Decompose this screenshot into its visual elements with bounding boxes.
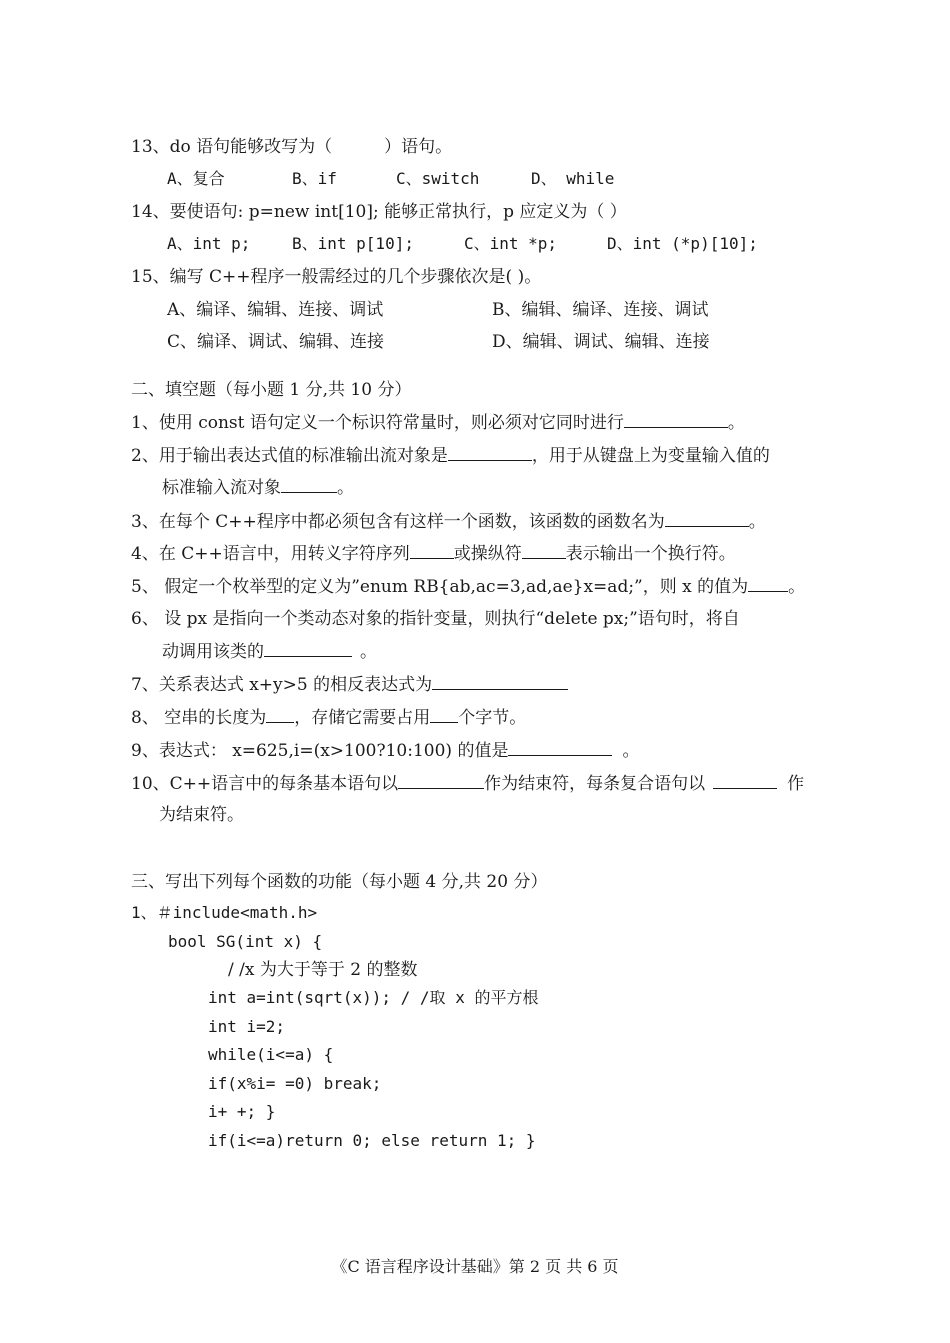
fill-1: 1、使用 const 语句定义一个标识符常量时，则必须对它同时进行 。: [131, 413, 745, 433]
code-line: while(i<=a) {: [208, 1045, 334, 1064]
q14-option-d: D、int (*p)[10];: [607, 234, 758, 253]
answer-blank: [448, 444, 532, 461]
code-line: bool SG(int x) {: [168, 932, 323, 951]
q13-stem: 13、do 语句能够改写为（ ）语句。: [131, 137, 453, 157]
answer-blank: [410, 542, 454, 559]
q15-stem: 15、编写 C++程序一般需经过的几个步骤依次是( )。: [131, 267, 542, 287]
code-line: int i=2;: [208, 1017, 286, 1036]
answer-blank: [266, 706, 294, 723]
answer-blank: [748, 575, 788, 592]
code-line: int a=int(sqrt(x)); / /取 x 的平方根: [208, 988, 539, 1007]
q14-option-a: A、int p;: [167, 234, 251, 253]
q13-option-b: B、if: [292, 169, 337, 188]
q14-stem: 14、要使语句: p=new int[10]; 能够正常执行，p 应定义为（ ）: [131, 202, 627, 222]
fill-9: 9、表达式： x=625,i=(x>100?10:100) 的值是 。: [131, 741, 640, 761]
answer-blank: [430, 706, 458, 723]
answer-blank: [281, 476, 337, 493]
code-line: if(i<=a)return 0; else return 1; }: [208, 1131, 536, 1150]
code-line: 1、＃include<math.h>: [131, 903, 318, 922]
fill-7: 7、关系表达式 x+y>5 的相反表达式为: [131, 673, 568, 696]
answer-blank: [624, 411, 728, 428]
fill-3: 3、在每个 C++程序中都必须包含有这样一个函数，该函数的函数名为 。: [131, 512, 766, 532]
answer-blank: [398, 772, 484, 789]
q15-option-b: B、编辑、编译、连接、调试: [492, 300, 709, 320]
q15-option-c: C、编译、调试、编辑、连接: [167, 332, 385, 352]
answer-blank: [508, 739, 612, 756]
q13-option-d: D、 while: [531, 169, 615, 188]
answer-blank: [264, 640, 352, 657]
q14-option-b: B、int p[10];: [292, 234, 414, 253]
code-line: i+ +; }: [208, 1102, 276, 1121]
fill-2-cont: 标准输入流对象 。: [162, 478, 354, 498]
q15-option-a: A、编译、编辑、连接、调试: [167, 300, 384, 320]
page-footer: 《C 语言程序设计基础》第 2 页 共 6 页: [331, 1257, 619, 1276]
q15-option-d: D、编辑、调试、编辑、连接: [492, 332, 710, 352]
code-comment: / /x 为大于等于 2 的整数: [228, 960, 418, 980]
fill-10: 10、C++语言中的每条基本语句以 作为结束符，每条复合语句以 作: [131, 774, 805, 794]
answer-blank: [665, 510, 749, 527]
answer-blank: [713, 772, 777, 789]
code-line: if(x%i= =0) break;: [208, 1074, 382, 1093]
section2-heading: 二、填空题（每小题 1 分,共 10 分）: [131, 380, 412, 400]
fill-5: 5、 假定一个枚举型的定义为”enum RB{ab,ac=3,ad,ae}x=ad;”，则 x 的值为 。: [131, 577, 806, 597]
section3-heading: 三、写出下列每个函数的功能（每小题 4 分,共 20 分）: [131, 872, 548, 892]
q13-option-a: A、复合: [167, 169, 225, 188]
q13-option-c: C、switch: [396, 169, 480, 188]
answer-blank: [522, 542, 566, 559]
fill-4: 4、在 C++语言中，用转义字符序列 或操纵符 表示输出一个换行符。: [131, 544, 736, 564]
fill-10-cont: 为结束符。: [159, 805, 244, 825]
fill-2: 2、用于输出表达式值的标准输出流对象是 ，用于从键盘上为变量输入值的: [131, 446, 770, 466]
answer-blank: [432, 673, 568, 690]
fill-6: 6、 设 px 是指向一个类动态对象的指针变量，则执行“delete px;”语句时，将自: [131, 609, 740, 629]
fill-6-cont: 动调用该类的 。: [162, 642, 377, 662]
q14-option-c: C、int *p;: [464, 234, 558, 253]
fill-8: 8、 空串的长度为 ，存储它需要占用 个字节。: [131, 708, 527, 728]
